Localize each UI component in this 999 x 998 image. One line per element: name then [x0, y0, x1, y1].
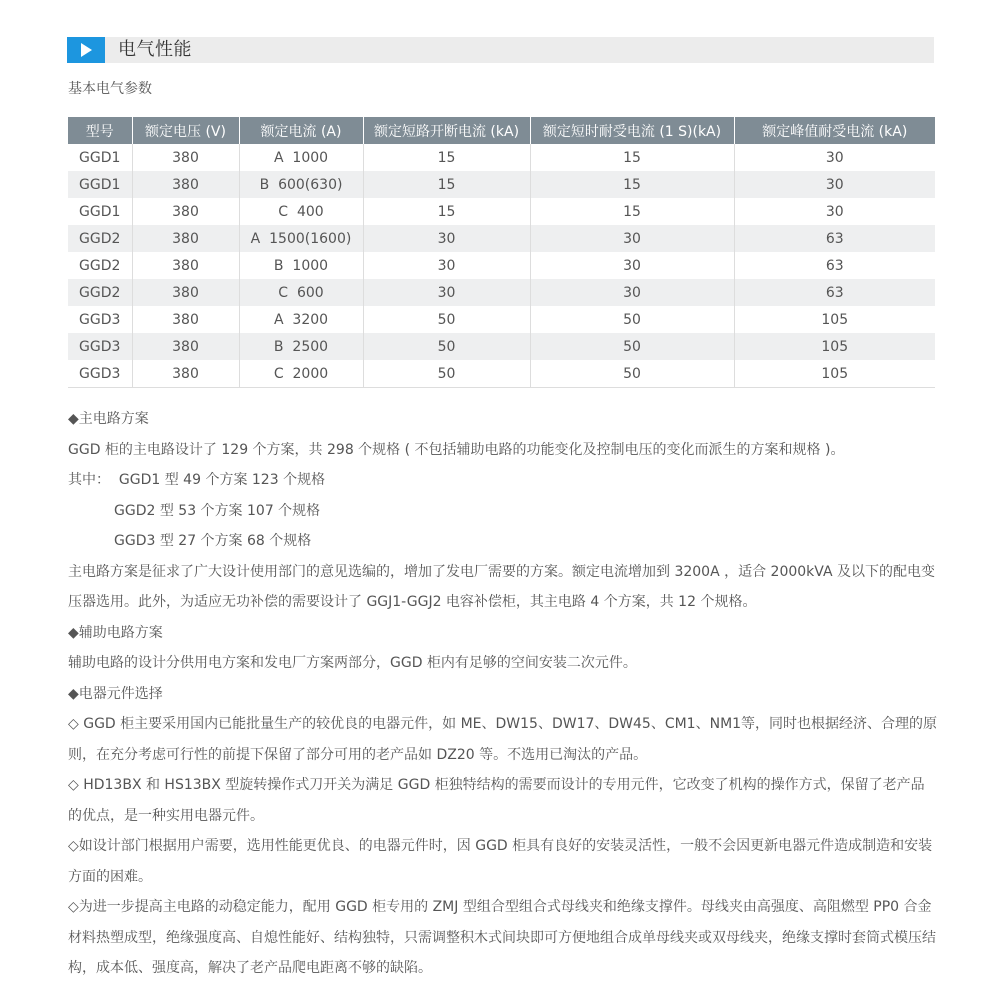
paragraph: 主电路方案是征求了广大设计使用部门的意见选编的，增加了发电厂需要的方案。额定电流增加到 3200A ，适合 2000kVA 及以下的配电变压器选用。此外，为适应无功补偿的需要设计了 GGJ1-GGJ2 电容补偿柜，其主电路 4 个方案，共 12 个规格。	[68, 563, 935, 610]
table-cell: 63	[734, 279, 935, 306]
list-item: GGD3 型 27 个方案 68 个规格	[114, 533, 312, 549]
table-cell: 30	[530, 252, 734, 279]
paragraph: GGD 柜的主电路设计了 129 个方案，共 298 个规格 ( 不包括辅助电路的功能变化及控制电压的变化而派生的方案和规格 )。	[68, 441, 845, 458]
table-cell: A 1500(1600)	[239, 225, 363, 252]
table-cell: B 1000	[239, 252, 363, 279]
paragraph: ◇ GGD 柜主要采用国内已能批量生产的较优良的电器元件，如 ME、DW15、DW17、DW45、CM1、NM1等，同时也根据经济、合理的原则，在充分考虑可行性的前提下保留了部分可用的老产品如 DZ20 等。不选用已淘汰的产品。	[68, 716, 938, 763]
table-cell: 105	[821, 311, 849, 328]
table-cell: 15	[530, 198, 734, 225]
column-header: 额定峰值耐受电流 (kA)	[734, 117, 935, 144]
table-caption: 基本电气参数	[68, 81, 152, 97]
table-cell: C 400	[239, 198, 363, 225]
table-cell: A 3200	[239, 306, 363, 333]
column-header: 型号	[68, 117, 132, 144]
table-cell: B 600(630)	[239, 171, 363, 198]
table-cell: GGD3	[68, 360, 132, 388]
play-icon	[67, 37, 105, 63]
table-cell: 50	[363, 333, 530, 360]
section-title: 电气性能	[118, 39, 192, 60]
table-cell: 50	[530, 306, 734, 333]
list-item: GGD2 型 53 个方案 107 个规格	[114, 502, 321, 519]
table-cell: 15	[363, 198, 530, 225]
table-cell: 380	[132, 144, 239, 171]
table-cell: 380	[132, 198, 239, 225]
table-cell: 15	[363, 171, 530, 198]
table-cell: 15	[363, 144, 530, 171]
paragraph: ◇为进一步提高主电路的动稳定能力，配用 GGD 柜专用的 ZMJ 型组合型组合式母线夹和绝缘支撑件。母线夹由高强度、高阻燃型 PP0 合金材料热塑成型，绝缘强度高、自熄性能好、结构独特，只需调整积木式间块即可方便地组合成单母线夹或双母线夹，绝缘支撑时套筒式模压结构，成本低、强度高，解决了老产品爬电距离不够的缺陷。	[68, 899, 936, 976]
table-cell: GGD1	[68, 144, 132, 171]
table-cell: 380	[132, 306, 239, 333]
table-cell: 30	[363, 225, 530, 252]
aux-circuit-heading: ◆辅助电路方案	[68, 624, 163, 641]
table-cell: 50	[363, 306, 530, 333]
table-cell: GGD3	[68, 333, 132, 360]
column-header: 额定电流 (A)	[239, 117, 363, 144]
table-row	[68, 360, 935, 388]
table-row	[68, 225, 935, 252]
table-cell: 30	[825, 149, 844, 166]
table-cell: GGD2	[68, 225, 132, 252]
column-header: 额定短时耐受电流 (1 S)(kA)	[530, 117, 734, 144]
table-cell: 380	[132, 360, 239, 388]
table-cell: C 2000	[239, 360, 363, 388]
table-cell: 380	[132, 171, 239, 198]
list-item: 其中： GGD1 型 49 个方案 123 个规格	[68, 472, 326, 488]
table-cell: 30	[530, 225, 734, 252]
table-cell: B 2500	[239, 333, 363, 360]
table-cell: C 600	[239, 279, 363, 306]
table-cell: 63	[825, 257, 844, 274]
table-cell: GGD3	[68, 306, 132, 333]
electrical-parameters-table	[68, 117, 935, 388]
table-row	[68, 198, 935, 225]
main-circuit-heading: ◆主电路方案	[68, 411, 149, 427]
description-text	[68, 404, 938, 984]
table-row	[68, 171, 935, 198]
table-cell: 30	[734, 171, 935, 198]
column-header: 额定电压 (V)	[132, 117, 239, 144]
table-cell: 15	[530, 144, 734, 171]
component-heading: ◆电器元件选择	[68, 685, 163, 702]
table-cell: GGD2	[68, 279, 132, 306]
section-header	[67, 37, 934, 63]
table-cell: 63	[734, 225, 935, 252]
table-cell: 15	[530, 171, 734, 198]
paragraph: ◇如设计部门根据用户需要，选用性能更优良、的电器元件时，因 GGD 柜具有良好的安装灵活性，一般不会因更新电器元件造成制造和安装方面的困难。	[68, 838, 933, 885]
table-cell: 30	[825, 203, 844, 220]
table-cell: GGD1	[68, 198, 132, 225]
table-row	[68, 144, 935, 171]
table-cell: 30	[363, 279, 530, 306]
table-cell: 380	[132, 225, 239, 252]
paragraph: 辅助电路的设计分供用电方案和发电厂方案两部分，GGD 柜内有足够的空间安装二次元件。	[68, 655, 637, 671]
table-cell: 380	[132, 279, 239, 306]
table-header-row	[68, 117, 935, 144]
table-row	[68, 333, 935, 360]
table-cell: 380	[132, 252, 239, 279]
table-cell: 50	[530, 360, 734, 388]
table-cell: GGD2	[68, 252, 132, 279]
table-row	[68, 306, 935, 333]
table-cell: GGD1	[68, 171, 132, 198]
table-cell: 50	[530, 333, 734, 360]
table-cell: 30	[530, 279, 734, 306]
paragraph: ◇ HD13BX 和 HS13BX 型旋转操作式刀开关为满足 GGD 柜独特结构的需要而设计的专用元件，它改变了机构的操作方式，保留了老产品的优点，是一种实用电器元件。	[68, 777, 925, 824]
table-row	[68, 279, 935, 306]
table-cell: 50	[363, 360, 530, 388]
table-cell: A 1000	[239, 144, 363, 171]
table-cell: 380	[132, 333, 239, 360]
column-header: 额定短路开断电流 (kA)	[363, 117, 530, 144]
table-cell: 105	[734, 360, 935, 388]
table-cell: 30	[363, 252, 530, 279]
table-cell: 105	[734, 333, 935, 360]
table-row	[68, 252, 935, 279]
